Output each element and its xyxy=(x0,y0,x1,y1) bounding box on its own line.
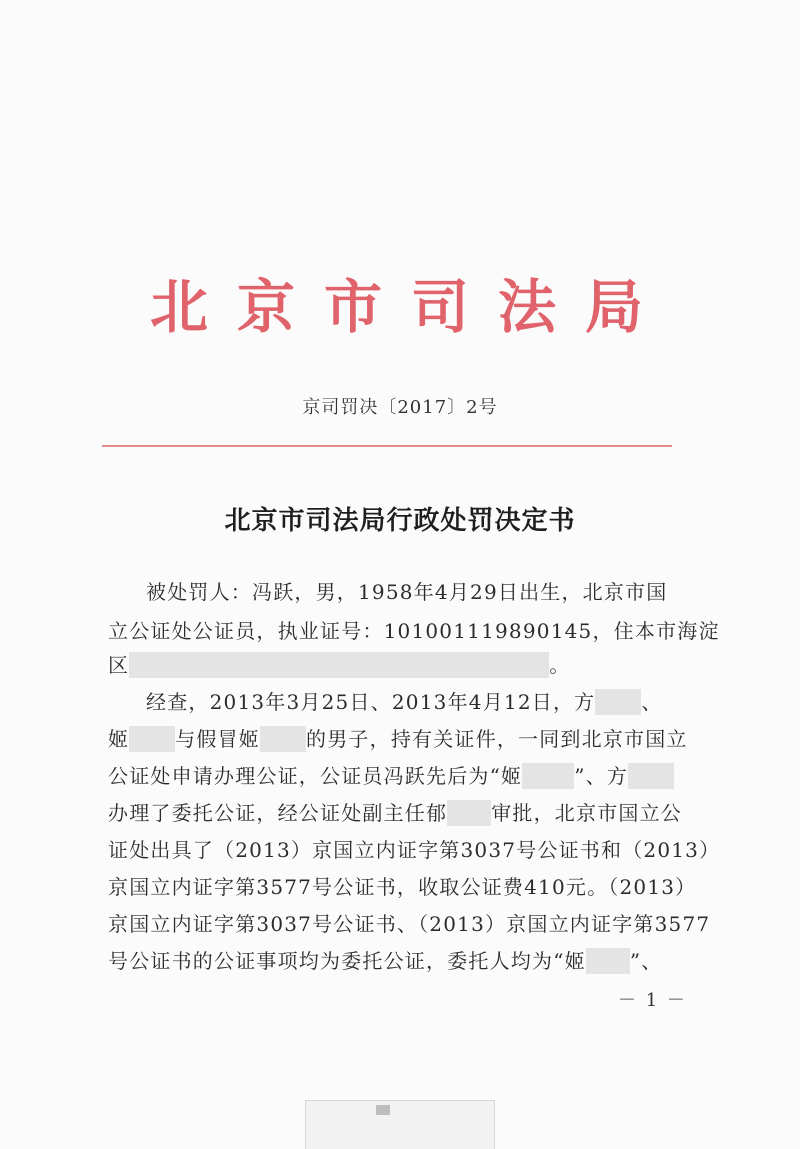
redacted-name xyxy=(595,689,641,715)
body-line-7-text: 办理了委托公证，经公证处副主任郁 xyxy=(108,801,448,825)
document-title: 北京市司法局行政处罚决定书 xyxy=(224,506,576,536)
body-line-5-end: 的男子，持有关证件，一同到北京市国立 xyxy=(306,727,688,751)
body-line-1: 被处罚人：冯跃，男，1958年4月29日出生，北京市国 xyxy=(146,580,668,604)
redacted-name xyxy=(586,948,630,974)
body-line-6 xyxy=(108,762,674,790)
body-line-9: 京国立内证字第3577号公证书，收取公证费410元。（2013） xyxy=(108,875,697,899)
body-line-3-suffix: 。 xyxy=(549,653,571,677)
body-line-2: 立公证处公证员，执业证号：101001119890145，住本市海淀 xyxy=(108,619,720,643)
redacted-address xyxy=(129,652,549,678)
body-line-6-text: 公证处申请办理公证，公证员冯跃先后为“姬 xyxy=(108,764,523,788)
body-line-11 xyxy=(108,947,662,975)
body-line-3-prefix: 区 xyxy=(108,653,130,677)
red-divider-line xyxy=(102,445,672,447)
body-line-4 xyxy=(146,688,663,716)
scanner-stamp-mark xyxy=(305,1100,495,1149)
body-line-6-mid: ”、方 xyxy=(574,764,629,788)
redacted-name xyxy=(628,763,674,789)
body-line-5-start: 姬 xyxy=(108,727,130,751)
document-number: 京司罚决〔2017〕2号 xyxy=(302,397,498,418)
redacted-name xyxy=(260,726,306,752)
body-line-11-text: 号公证书的公证事项均为委托公证，委托人均为“姬 xyxy=(108,949,586,973)
redacted-name xyxy=(522,763,574,789)
redacted-name xyxy=(129,726,175,752)
body-line-3 xyxy=(108,651,570,679)
issuing-authority-title: 北京市司法局 xyxy=(149,273,672,341)
stamp-dot xyxy=(376,1105,390,1115)
body-line-7 xyxy=(108,799,682,827)
body-line-7-end: 审批，北京市国立公 xyxy=(491,801,683,825)
body-line-4-end: 、 xyxy=(641,690,663,714)
body-line-11-end: ”、 xyxy=(629,949,663,973)
body-line-8: 证处出具了（2013）京国立内证字第3037号公证书和（2013） xyxy=(108,838,721,862)
body-line-4-text: 经查，2013年3月25日、2013年4月12日，方 xyxy=(146,690,596,714)
page-number: － 1 － xyxy=(618,990,687,1011)
body-line-5-mid: 与假冒姬 xyxy=(175,727,261,751)
redacted-name xyxy=(447,800,491,826)
body-line-10: 京国立内证字第3037号公证书、（2013）京国立内证字第3577 xyxy=(108,912,711,936)
body-line-5 xyxy=(108,725,688,753)
